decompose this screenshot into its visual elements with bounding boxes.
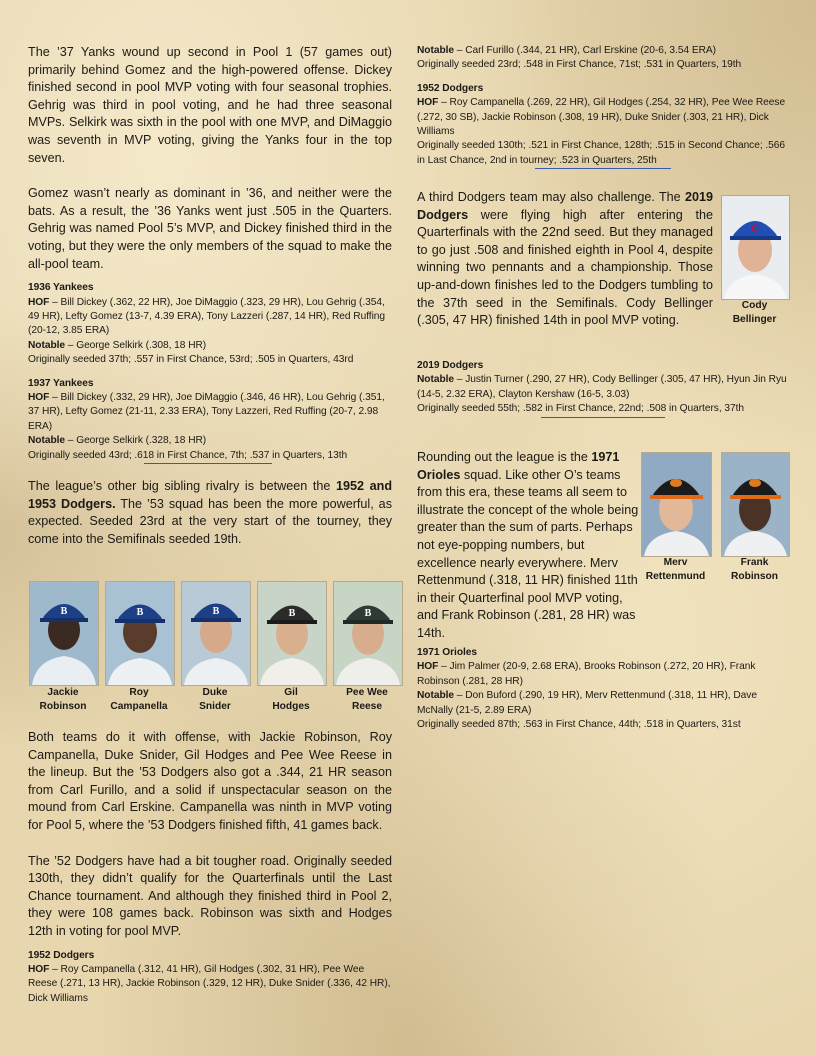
stats-1952-dodgers-a (28, 949, 392, 1007)
stats-1952-dodgers-b (417, 82, 787, 169)
stats-hof: HOF – Bill Dickey (.332, 29 HR), Joe DiMaggio (.346, 46 HR), Lou Gehrig (.351, 37 HR), Lefty Gomez (21-11, 2.33 ERA), Tony Lazzeri, Red Ruffing (20-7, 2.98 ERA) (28, 391, 385, 432)
stats-seed: Originally seeded 87th; .563 in First Chance, 44th; .518 in Quarters, 31st (417, 719, 741, 731)
svg-text:B: B (212, 606, 220, 617)
stats-1971-orioles (417, 646, 787, 732)
stats-notable: Notable – Carl Furillo (.344, 21 HR), Carl Erskine (20-6, 3.54 ERA) (417, 45, 716, 56)
photo-duke-snider (181, 581, 251, 686)
divider-line (535, 168, 671, 169)
photo-cody-bellinger (721, 195, 790, 300)
stats-hof: HOF – Roy Campanella (.312, 41 HR), Gil Hodges (.302, 31 HR), Pee Wee Reese (.271, 13 HR), Jackie Robinson (.329, 12 HR), Duke Snider (.336, 42 HR), Dick Williams (28, 963, 391, 1004)
photo-pee-wee-reese (333, 581, 403, 686)
paragraph-both-teams: Both teams do it with offense, with Jackie Robinson, Roy Campanella, Duke Snider, Gil Hodges and Pee Wee Reese in the lineup. But the ’53 Dodgers also got a .344, 21 HR season from Carl Furillo, and a solid if unspectacular season on the mound from Carl Erskine. Campanella was ninth in MVP voting for Pool 5, where the ’53 Dodgers finished fifth, 41 games back. (28, 730, 392, 832)
stats-notable: Notable – George Selkirk (.308, 18 HR) (28, 339, 207, 351)
caption-cody-bellinger: Cody Bellinger (732, 300, 777, 325)
stats-1936-yankees (28, 281, 392, 367)
stats-seed: Originally seeded 130th; .521 in First Chance, 128th; .515 in Second Chance; .566 in Last Chance, 2nd in tourney; .523 in Quarters, 25th (417, 140, 786, 166)
caption-merv-rettenmund: Merv Rettenmund (645, 557, 706, 582)
stats-seed: Originally seeded 43rd; .618 in First Chance, 7th; .537 in Quarters, 13th (28, 449, 348, 461)
paragraph-36-yanks: Gomez wasn’t nearly as dominant in ’36, and neither were the bats. As a result, the ’36 Yanks went just .505 in the Quarters. Gehrig was named Pool 5’s MVP, and Dickey finished third in the voting, but they were the only members of the squad to make the all-pool team. (28, 186, 392, 271)
stats-2019-dodgers (417, 359, 787, 418)
left-column-lower (28, 729, 392, 1006)
photo-frank-robinson (721, 452, 790, 557)
stats-notable: Notable – Don Buford (.290, 19 HR), Merv Rettenmund (.318, 11 HR), Dave McNally (21-5, 2.89 ERA) (417, 690, 757, 716)
paragraph-52-dodgers: The ’52 Dodgers have had a bit tougher road. Originally seeded 130th, they didn’t qualify for the Quarterfinals until the Last Chance tournament. And although they finished third in Pool 2, they were 108 games back. Robinson was sixth and Hodges 12th in voting for pool MVP. (28, 853, 392, 938)
cap-logo: C (751, 223, 759, 235)
svg-text:B: B (136, 607, 144, 618)
right-column (417, 44, 787, 169)
stats-notable: Notable – George Selkirk (.328, 18 HR) (28, 435, 207, 447)
stats-hof: HOF – Jim Palmer (20-9, 2.68 ERA), Brooks Robinson (.272, 20 HR), Frank Robinson (.281, 28 HR) (417, 661, 756, 687)
photo-merv-rettenmund (641, 452, 712, 557)
caption-jackie-robinson: Jackie Robinson (39, 687, 87, 712)
stats-1953-dodgers-continued (417, 44, 787, 73)
caption-roy-campanella: Roy Campanella (110, 687, 168, 712)
svg-text:B: B (364, 608, 372, 619)
stats-seed: Originally seeded 55th; .582 in First Chance, 22nd; .508 in Quarters, 37th (417, 403, 745, 415)
paragraph-2019-dodgers: A third Dodgers team may also challenge. The 2019 Dodgers were flying high after entering the Quarterfinals with the 22nd seed. But they managed to go just .508 and finished eighth in Pool 4, despite winning two pennants and a championship. Those up-and-down finishes led to the Dodgers tumbling to the 37th seed in the Semifinals. Cody Bellinger (.305, 47 HR) finished 14th in pool MVP voting. (417, 190, 713, 328)
photo-roy-campanella (105, 581, 175, 686)
stats-title: 1971 Orioles (417, 647, 477, 658)
paragraph-dodgers-rivalry: The league’s other big sibling rivalry is between the 1952 and 1953 Dodgers. The ’53 squad has been the more powerful, as expected. Seeded 23rd at the very start of the tourney, they come into the Semifinals seeded 19th. (28, 479, 393, 546)
caption-gil-hodges: Gil Hodges (272, 687, 310, 712)
stats-title: 1952 Dodgers (417, 82, 484, 94)
caption-frank-robinson: Frank Robinson (731, 557, 778, 582)
stats-title: 1952 Dodgers (28, 949, 95, 961)
divider-line (541, 417, 665, 418)
stats-seed: Originally seeded 23rd; .548 in First Chance, 71st; .531 in Quarters, 19th (417, 59, 742, 71)
stats-seed: Originally seeded 37th; .557 in First Chance, 53rd; .505 in Quarters, 43rd (28, 354, 354, 366)
svg-text:B: B (60, 606, 68, 617)
stats-notable: Notable – Justin Turner (.290, 27 HR), Cody Bellinger (.305, 47 HR), Hyun Jin Ryu (14-5, 2.32 ERA), Clayton Kershaw (16-5, 3.03) (417, 374, 787, 400)
stats-title: 1937 Yankees (28, 377, 94, 389)
paragraph-37-yanks: The ’37 Yanks wound up second in Pool 1 (57 games out) primarily behind Gomez and the high-powered offense. Dickey finished second in pool MVP voting with four seasonal trophies. Gehrig was third in pool voting, and he had three seasonal MVPs. Selkirk was sixth in the pool with one MVP, and DiMaggio was seventh in MVP voting, giving the Yanks four in the top seven. (28, 45, 392, 165)
stats-title: 2019 Dodgers (417, 360, 484, 371)
caption-pee-wee-reese: Pee Wee Reese (346, 687, 388, 712)
stats-hof: HOF – Roy Campanella (.269, 22 HR), Gil Hodges (.254, 32 HR), Pee Wee Reese (.272, 30 SB), Jackie Robinson (.308, 19 HR), Duke Snider (.303, 21 HR), Dick Williams (417, 97, 786, 138)
divider-line (144, 463, 272, 464)
stats-hof: HOF – Bill Dickey (.362, 22 HR), Joe DiMaggio (.323, 29 HR), Lou Gehrig (.354, 49 HR), Lefty Gomez (13-7, 4.39 ERA), Tony Lazzeri (.287, 14 HR), Red Ruffing (20-12, 3.85 ERA) (28, 296, 386, 337)
photo-gil-hodges (257, 581, 327, 686)
photo-jackie-robinson (29, 581, 99, 686)
caption-duke-snider: Duke Snider (199, 687, 231, 712)
left-column (28, 44, 392, 548)
paragraph-1971-orioles: Rounding out the league is the 1971 Orioles squad. Like other O’s teams from this era, these teams all seem to illustrate the concept of the whole being greater than the sum of parts. Perhaps not eye-popping numbers, but excellence nearly everywhere. Merv Rettenmund (.318, 11 HR) finished 11th in their Quarterfinal pool MVP voting, and Frank Robinson (.281, 28 HR) was 14th. (417, 450, 639, 640)
stats-1937-yankees (28, 377, 392, 464)
svg-text:B: B (288, 608, 296, 619)
stats-title: 1936 Yankees (28, 282, 94, 294)
